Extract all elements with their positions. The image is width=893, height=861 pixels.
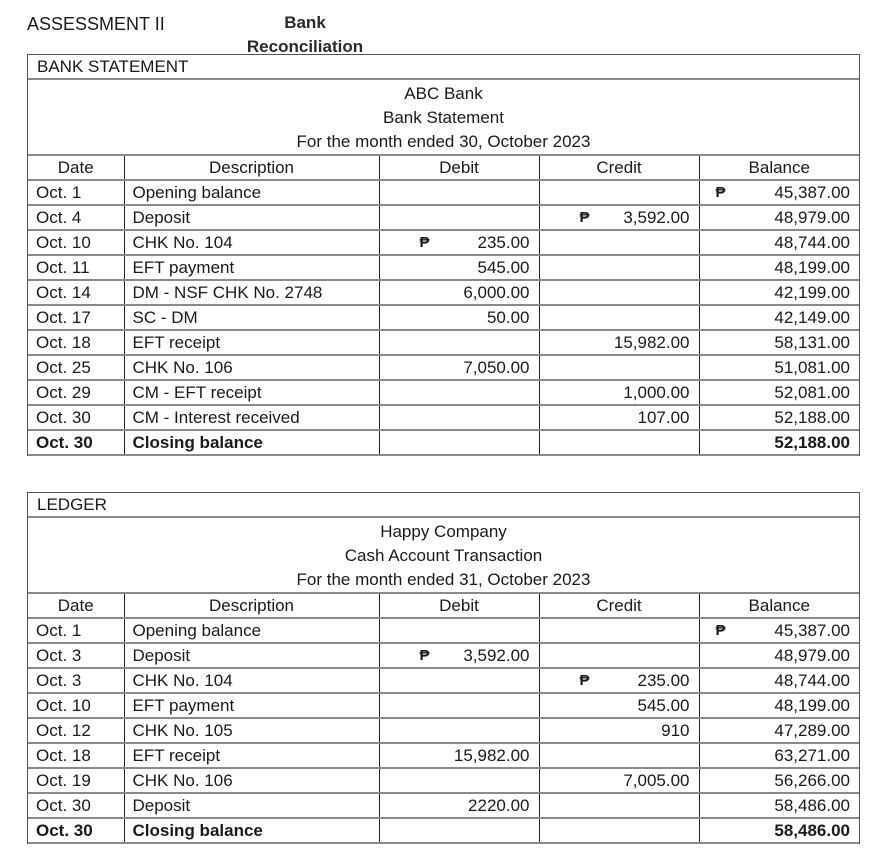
description-cell	[124, 355, 379, 380]
date-cell	[28, 793, 124, 818]
balance-cell	[699, 355, 859, 380]
balance-cell	[699, 693, 859, 718]
balance-cell	[699, 305, 859, 330]
credit-cell-value: 7,005.00	[623, 771, 690, 790]
credit-cell-value: 1,000.00	[623, 383, 690, 402]
col-date: Date	[28, 156, 124, 180]
document-name: Cash Account Transaction	[344, 546, 543, 565]
date-cell	[28, 430, 124, 455]
date-cell-value: Oct. 30	[36, 433, 93, 452]
description-cell-value: CM - EFT receipt	[132, 383, 262, 402]
date-cell-value: Oct. 25	[36, 358, 91, 377]
date-cell-value: Oct. 10	[36, 696, 91, 715]
balance-cell-value: 48,199.00	[774, 696, 850, 715]
debit-cell-value: 235.00	[477, 233, 530, 252]
peso-currency-icon: ₱	[715, 622, 726, 639]
date-cell-value: Oct. 11	[36, 258, 90, 277]
credit-cell-value: 910	[661, 721, 690, 740]
balance-cell-value: 58,131.00	[774, 333, 850, 352]
col-debit: Debit	[379, 156, 539, 180]
credit-cell	[539, 405, 699, 430]
balance-cell-value: 52,188.00	[774, 433, 850, 452]
col-description: Description	[124, 594, 379, 618]
table-row	[28, 305, 859, 330]
table-row	[28, 230, 859, 255]
date-cell-value: Oct. 3	[36, 646, 82, 665]
credit-cell-value: 545.00	[637, 696, 690, 715]
table-row	[28, 355, 859, 380]
ledger-section	[27, 492, 860, 844]
debit-cell	[379, 743, 539, 768]
balance-cell-value: 51,081.00	[774, 358, 850, 377]
table-row	[28, 255, 859, 280]
debit-cell	[379, 693, 539, 718]
description-cell-value: CHK No. 106	[132, 771, 233, 790]
ledger-heading	[28, 518, 859, 594]
balance-cell-value: 48,744.00	[774, 671, 850, 690]
debit-cell	[379, 818, 539, 843]
date-cell	[28, 768, 124, 793]
peso-currency-icon: ₱	[419, 647, 430, 664]
credit-cell-value: 107.00	[637, 408, 690, 427]
date-cell	[28, 668, 124, 693]
entity-name: Happy Company	[380, 522, 507, 541]
balance-cell	[699, 793, 859, 818]
col-date: Date	[28, 594, 124, 618]
debit-cell-value: 3,592.00	[463, 646, 530, 665]
description-cell-value: CHK No. 104	[132, 233, 233, 252]
credit-cell	[539, 180, 699, 205]
description-cell	[124, 793, 379, 818]
description-cell	[124, 205, 379, 230]
debit-cell	[379, 255, 539, 280]
table-row	[28, 618, 859, 643]
table-row	[28, 205, 859, 230]
table-row	[28, 380, 859, 405]
debit-cell	[379, 355, 539, 380]
credit-cell	[539, 743, 699, 768]
debit-cell-value: 50.00	[486, 308, 530, 327]
balance-cell	[699, 643, 859, 668]
description-cell	[124, 643, 379, 668]
date-cell	[28, 255, 124, 280]
balance-cell	[699, 205, 859, 230]
debit-cell	[379, 330, 539, 355]
period: For the month ended 31, October 2023	[296, 570, 591, 589]
debit-cell	[379, 768, 539, 793]
description-cell-value: Deposit	[132, 796, 191, 815]
table-row	[28, 743, 859, 768]
description-cell	[124, 718, 379, 743]
date-cell	[28, 355, 124, 380]
entity-name: ABC Bank	[404, 84, 483, 103]
date-cell	[28, 693, 124, 718]
description-cell-value: CM - Interest received	[132, 408, 300, 427]
balance-cell	[699, 718, 859, 743]
table-row	[28, 643, 859, 668]
description-cell	[124, 230, 379, 255]
bank-statement-rows	[28, 180, 859, 455]
table-row	[28, 793, 859, 818]
balance-cell-value: 42,199.00	[774, 283, 850, 302]
assessment-title: ASSESSMENT II	[27, 14, 165, 34]
balance-cell	[699, 818, 859, 843]
debit-cell	[379, 230, 539, 255]
balance-cell	[699, 330, 859, 355]
balance-cell	[699, 405, 859, 430]
description-cell-value: Opening balance	[132, 621, 262, 640]
balance-cell-value: 48,199.00	[774, 258, 850, 277]
credit-cell	[539, 330, 699, 355]
table-row	[28, 180, 859, 205]
description-cell-value: Closing balance	[132, 821, 263, 840]
debit-cell	[379, 305, 539, 330]
date-cell-value: Oct. 10	[36, 233, 91, 252]
description-cell-value: SC - DM	[132, 308, 198, 327]
date-cell	[28, 618, 124, 643]
credit-cell	[539, 230, 699, 255]
date-cell-value: Oct. 18	[36, 746, 91, 765]
date-cell-value: Oct. 1	[36, 621, 82, 640]
col-credit: Credit	[539, 594, 699, 618]
document-name: Bank Statement	[383, 108, 504, 127]
date-cell-value: Oct. 14	[36, 283, 91, 302]
credit-cell	[539, 818, 699, 843]
balance-cell	[699, 668, 859, 693]
date-cell	[28, 280, 124, 305]
balance-cell-value: 45,387.00	[774, 621, 850, 640]
date-cell-value: Oct. 19	[36, 771, 91, 790]
date-cell	[28, 205, 124, 230]
description-cell-value: CHK No. 105	[132, 721, 233, 740]
description-cell-value: CHK No. 104	[132, 671, 233, 690]
balance-cell	[699, 743, 859, 768]
balance-cell-value: 56,266.00	[774, 771, 850, 790]
balance-cell	[699, 430, 859, 455]
peso-currency-icon: ₱	[579, 209, 590, 226]
peso-currency-icon: ₱	[579, 672, 590, 689]
ledger-rows	[28, 618, 859, 843]
date-cell	[28, 643, 124, 668]
date-cell-value: Oct. 18	[36, 333, 91, 352]
debit-cell	[379, 430, 539, 455]
col-credit: Credit	[539, 156, 699, 180]
credit-cell	[539, 380, 699, 405]
balance-cell-value: 48,979.00	[774, 208, 850, 227]
credit-cell-value: 15,982.00	[613, 333, 690, 352]
date-cell-value: Oct. 1	[36, 183, 82, 202]
balance-cell	[699, 230, 859, 255]
description-cell	[124, 618, 379, 643]
date-cell-value: Oct. 4	[36, 208, 82, 227]
table-row	[28, 693, 859, 718]
balance-cell	[699, 380, 859, 405]
description-cell-value: DM - NSF CHK No. 2748	[132, 283, 323, 302]
description-cell	[124, 380, 379, 405]
description-cell	[124, 668, 379, 693]
credit-cell	[539, 668, 699, 693]
date-cell	[28, 330, 124, 355]
debit-cell	[379, 718, 539, 743]
balance-cell	[699, 618, 859, 643]
description-cell	[124, 430, 379, 455]
description-cell	[124, 255, 379, 280]
date-cell-value: Oct. 29	[36, 383, 91, 402]
section-label: BANK STATEMENT	[28, 55, 859, 80]
description-cell	[124, 405, 379, 430]
description-cell-value: Opening balance	[132, 183, 262, 202]
balance-cell-value: 48,979.00	[774, 646, 850, 665]
credit-cell	[539, 305, 699, 330]
peso-currency-icon: ₱	[715, 184, 726, 201]
description-cell	[124, 280, 379, 305]
col-description: Description	[124, 156, 379, 180]
description-cell	[124, 180, 379, 205]
balance-cell-value: 63,271.00	[774, 746, 850, 765]
credit-cell	[539, 430, 699, 455]
credit-cell	[539, 280, 699, 305]
date-cell	[28, 305, 124, 330]
date-cell	[28, 743, 124, 768]
balance-cell-value: 58,486.00	[774, 821, 850, 840]
section-label: LEDGER	[28, 493, 859, 518]
description-cell-value: EFT payment	[132, 696, 235, 715]
debit-cell	[379, 643, 539, 668]
debit-cell-value: 7,050.00	[463, 358, 530, 377]
date-cell-value: Oct. 30	[36, 821, 93, 840]
credit-cell	[539, 355, 699, 380]
date-cell-value: Oct. 3	[36, 671, 82, 690]
description-cell	[124, 818, 379, 843]
balance-cell-value: 52,188.00	[774, 408, 850, 427]
table-row	[28, 818, 859, 843]
debit-cell-value: 6,000.00	[463, 283, 530, 302]
debit-cell	[379, 618, 539, 643]
debit-cell	[379, 180, 539, 205]
description-cell	[124, 768, 379, 793]
debit-cell	[379, 205, 539, 230]
balance-cell	[699, 768, 859, 793]
column-header-row	[28, 156, 859, 180]
table-row	[28, 280, 859, 305]
bank-statement-section	[27, 54, 860, 456]
balance-cell-value: 52,081.00	[774, 383, 850, 402]
debit-cell	[379, 405, 539, 430]
description-cell-value: Deposit	[132, 208, 191, 227]
statement-heading	[28, 80, 859, 156]
balance-cell-value: 58,486.00	[774, 796, 850, 815]
credit-cell	[539, 768, 699, 793]
credit-cell-value: 235.00	[637, 671, 690, 690]
debit-cell	[379, 668, 539, 693]
debit-cell	[379, 380, 539, 405]
table-row	[28, 430, 859, 455]
description-cell-value: CHK No. 106	[132, 358, 233, 377]
date-cell-value: Oct. 30	[36, 796, 91, 815]
description-cell	[124, 305, 379, 330]
balance-cell-value: 47,289.00	[774, 721, 850, 740]
date-cell-value: Oct. 12	[36, 721, 91, 740]
balance-cell	[699, 180, 859, 205]
credit-cell	[539, 618, 699, 643]
col-balance: Balance	[699, 594, 859, 618]
debit-cell	[379, 793, 539, 818]
peso-currency-icon: ₱	[419, 234, 430, 251]
balance-cell-value: 42,149.00	[774, 308, 850, 327]
balance-cell	[699, 280, 859, 305]
balance-cell-value: 48,744.00	[774, 233, 850, 252]
description-cell-value: EFT payment	[132, 258, 235, 277]
credit-cell	[539, 255, 699, 280]
credit-cell	[539, 643, 699, 668]
date-cell-value: Oct. 17	[36, 308, 91, 327]
date-cell	[28, 818, 124, 843]
debit-cell	[379, 280, 539, 305]
ledger-table	[28, 594, 859, 844]
description-cell	[124, 330, 379, 355]
period: For the month ended 30, October 2023	[296, 132, 591, 151]
table-row	[28, 330, 859, 355]
credit-cell	[539, 205, 699, 230]
debit-cell-value: 2220.00	[468, 796, 530, 815]
col-balance: Balance	[699, 156, 859, 180]
date-cell	[28, 380, 124, 405]
credit-cell	[539, 793, 699, 818]
credit-cell	[539, 718, 699, 743]
table-row	[28, 768, 859, 793]
date-cell	[28, 230, 124, 255]
debit-cell-value: 15,982.00	[453, 746, 530, 765]
balance-cell-value: 45,387.00	[774, 183, 850, 202]
balance-cell	[699, 255, 859, 280]
debit-cell-value: 545.00	[477, 258, 530, 277]
table-row	[28, 405, 859, 430]
column-header-row	[28, 594, 859, 618]
description-cell	[124, 693, 379, 718]
description-cell-value: Deposit	[132, 646, 191, 665]
description-cell	[124, 743, 379, 768]
date-cell	[28, 405, 124, 430]
description-cell-value: EFT receipt	[132, 746, 221, 765]
credit-cell	[539, 693, 699, 718]
date-cell-value: Oct. 30	[36, 408, 91, 427]
topic-title: Bank Reconciliation	[246, 13, 364, 56]
table-row	[28, 668, 859, 693]
bank-statement-table	[28, 156, 859, 456]
credit-cell-value: 3,592.00	[623, 208, 690, 227]
col-debit: Debit	[379, 594, 539, 618]
date-cell	[28, 718, 124, 743]
table-row	[28, 718, 859, 743]
description-cell-value: Closing balance	[132, 433, 263, 452]
date-cell	[28, 180, 124, 205]
description-cell-value: EFT receipt	[132, 333, 221, 352]
